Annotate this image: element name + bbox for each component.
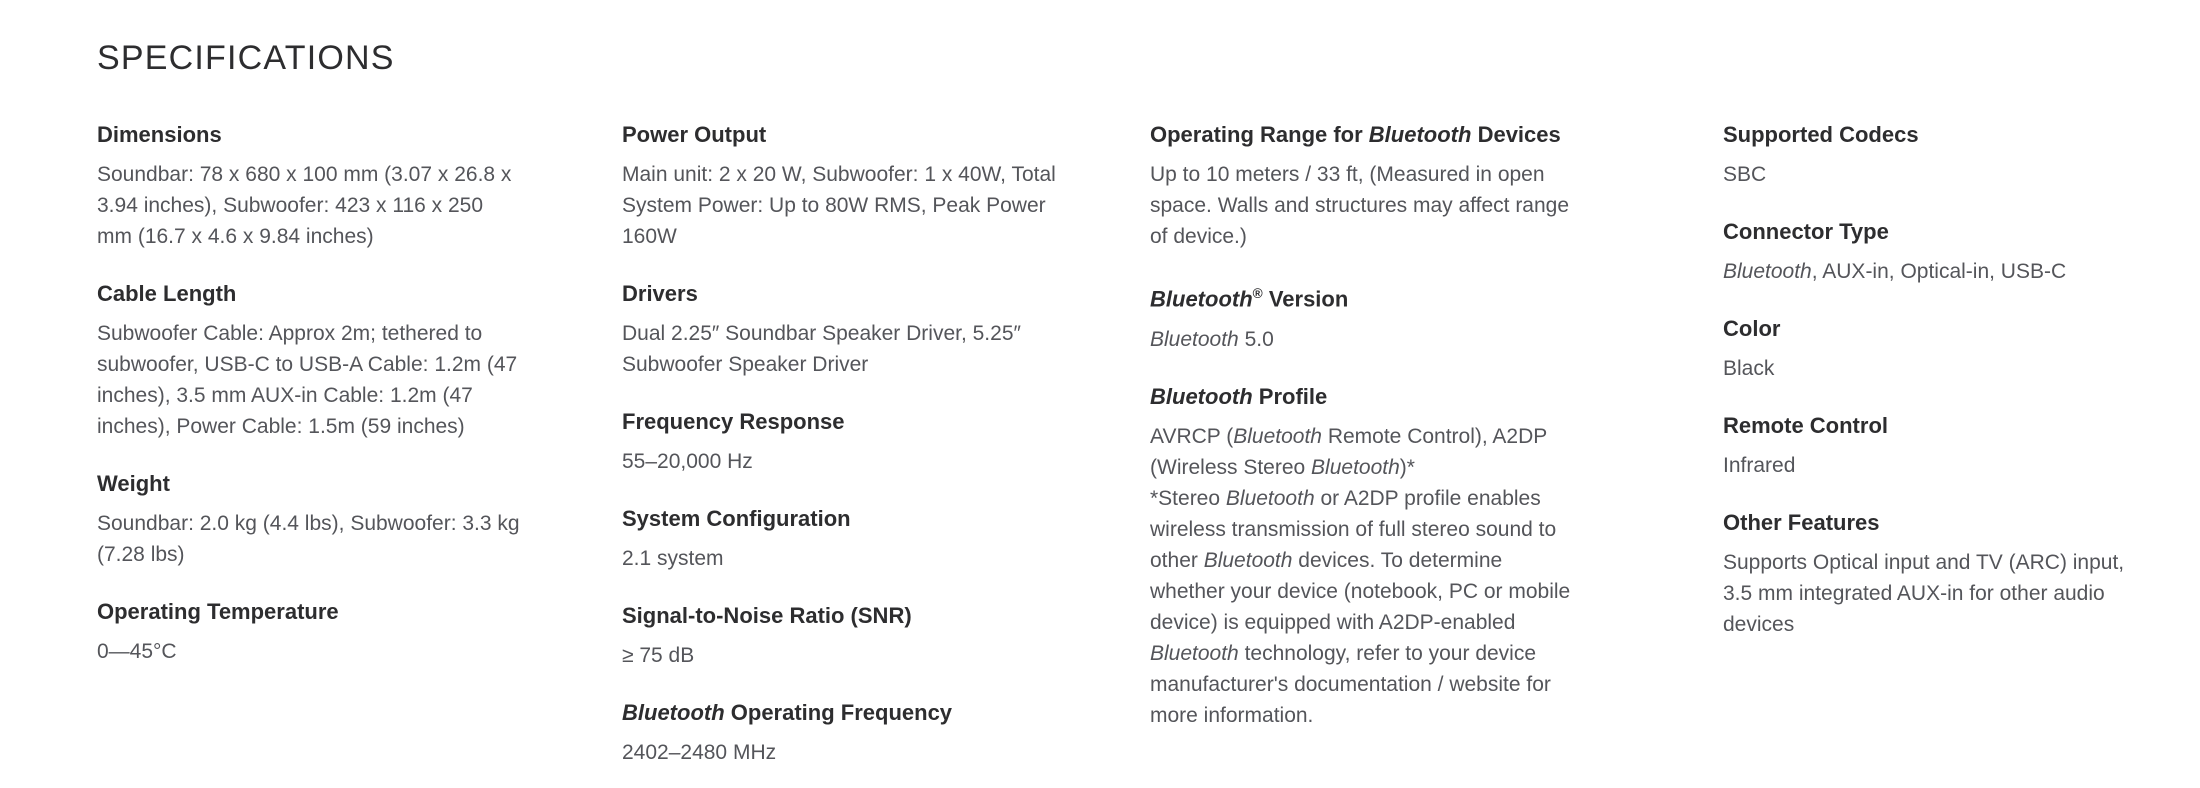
spec-value-dimensions [97, 159, 523, 252]
text-run-italic: Bluetooth [1150, 286, 1253, 312]
spec-value-system-configuration [622, 543, 1062, 574]
text-run: Black [1723, 357, 1775, 381]
spec-heading-connector-type [1723, 216, 2128, 247]
text-run: technology, refer to your device manufacturer's documentation / website for more information. [1150, 641, 1551, 727]
text-run: devices. To determine whether your device (notebook, PC or mobile device) is equipped with A2DP-enabled [1150, 548, 1571, 634]
spec-heading-other-features [1723, 507, 2128, 538]
spec-heading-power-output [622, 119, 1062, 150]
text-run: Drivers [622, 281, 698, 307]
spec-value-bluetooth-profile-p1 [1150, 421, 1580, 483]
spec-section-signal-to-noise-ratio [622, 600, 1062, 671]
text-run: Soundbar: 2.0 kg (4.4 lbs), Subwoofer: 3.3 kg (7.28 lbs) [97, 512, 520, 567]
spec-heading-bluetooth-version [1150, 278, 1580, 314]
spec-heading-bluetooth-operating-frequency [622, 697, 1062, 728]
text-run-italic: Bluetooth [1150, 327, 1239, 351]
spec-heading-remote-control [1723, 410, 2128, 441]
text-run: Weight [97, 471, 170, 497]
spec-heading-drivers [622, 278, 1062, 309]
spec-value-signal-to-noise-ratio [622, 640, 1062, 671]
spec-section-frequency-response [622, 406, 1062, 477]
spec-heading-cable-length [97, 278, 523, 309]
spec-value-drivers [622, 318, 1062, 380]
text-run: , AUX-in, Optical-in, USB-C [1811, 260, 2067, 284]
text-run: Other Features [1723, 510, 1880, 536]
spec-value-bluetooth-operating-frequency [622, 737, 1062, 768]
spec-heading-frequency-response [622, 406, 1062, 437]
page-title: SPECIFICATIONS [97, 39, 395, 77]
spec-value-connector-type [1723, 256, 2128, 287]
spec-column-4 [1723, 119, 2128, 666]
text-run: ≥ 75 dB [622, 644, 695, 668]
spec-value-frequency-response [622, 446, 1062, 477]
text-run: Color [1723, 316, 1781, 342]
text-run: Operating Range for [1150, 122, 1369, 148]
text-run: Power Output [622, 122, 767, 148]
text-run: Devices [1471, 122, 1561, 148]
text-run-italic: Bluetooth [1368, 122, 1472, 148]
spec-section-supported-codecs [1723, 119, 2128, 190]
spec-heading-bluetooth-profile [1150, 381, 1580, 412]
text-run: Frequency Response [622, 409, 845, 435]
spec-section-other-features [1723, 507, 2128, 640]
spec-value-cable-length [97, 318, 523, 442]
text-run: AVRCP ( [1150, 424, 1234, 448]
text-run: Version [1262, 286, 1349, 312]
spec-columns [97, 119, 2200, 788]
spec-value-operating-range [1150, 159, 1580, 252]
spec-column-2 [622, 119, 1062, 788]
text-run-italic: Bluetooth [622, 700, 725, 726]
text-run-italic: Bluetooth [1203, 548, 1293, 572]
text-run: Remote Control [1723, 413, 1888, 439]
spec-value-bluetooth-profile-p2 [1150, 483, 1580, 731]
spec-section-operating-temperature [97, 596, 523, 667]
spec-heading-dimensions [97, 119, 523, 150]
spec-value-supported-codecs [1723, 159, 2128, 190]
spec-value-color [1723, 353, 2128, 384]
spec-heading-color [1723, 313, 2128, 344]
text-run: System Configuration [622, 506, 851, 532]
text-run: Main unit: 2 x 20 W, Subwoofer: 1 x 40W, Total System Power: Up to 80W RMS, Peak Power 160W [622, 163, 1056, 249]
spec-section-bluetooth-operating-frequency [622, 697, 1062, 768]
spec-heading-weight [97, 468, 523, 499]
spec-section-dimensions [97, 119, 523, 252]
text-run-italic: Bluetooth [1311, 455, 1400, 479]
spec-column-3 [1150, 119, 1580, 756]
text-run-italic: Bluetooth [1225, 486, 1315, 510]
text-run: )* [1399, 455, 1415, 479]
text-run-italic: Bluetooth [1150, 383, 1253, 409]
spec-heading-system-configuration [622, 503, 1062, 534]
text-run: Up to 10 meters / 33 ft, (Measured in open space. Walls and structures may affect range of device.) [1150, 163, 1570, 249]
text-run: or A2DP profile enables wireless transmission of full stereo sound to other [1150, 486, 1557, 572]
spec-section-operating-range [1150, 119, 1580, 252]
text-run: 2402–2480 MHz [622, 741, 777, 765]
text-run: 5.0 [1238, 327, 1274, 351]
spec-section-connector-type [1723, 216, 2128, 287]
spec-value-operating-temperature [97, 636, 523, 667]
text-run: Operating Temperature [97, 599, 339, 625]
spec-heading-supported-codecs [1723, 119, 2128, 150]
spec-heading-operating-range [1150, 119, 1580, 150]
text-run: Profile [1252, 383, 1328, 409]
spec-value-weight [97, 508, 523, 570]
spec-section-power-output [622, 119, 1062, 252]
spec-section-bluetooth-profile [1150, 381, 1580, 731]
spec-section-bluetooth-version [1150, 278, 1580, 354]
text-run: *Stereo [1150, 486, 1226, 510]
spec-section-weight [97, 468, 523, 570]
text-run: Supported Codecs [1723, 122, 1919, 148]
text-run: Cable Length [97, 281, 237, 307]
text-run-italic: Bluetooth [1723, 260, 1812, 284]
spec-section-remote-control [1723, 410, 2128, 481]
spec-value-other-features [1723, 547, 2128, 640]
spec-section-drivers [622, 278, 1062, 380]
text-run: Dual 2.25″ Soundbar Speaker Driver, 5.25″ Subwoofer Speaker Driver [622, 322, 1021, 377]
text-run: Infrared [1723, 454, 1796, 478]
text-run: Operating Frequency [724, 700, 953, 726]
text-run: SBC [1723, 163, 1767, 187]
text-run: Dimensions [97, 122, 222, 148]
spec-section-cable-length [97, 278, 523, 442]
text-run-italic: Bluetooth [1233, 424, 1322, 448]
spec-section-system-configuration [622, 503, 1062, 574]
spec-value-bluetooth-version [1150, 324, 1580, 355]
text-run: Connector Type [1723, 219, 1889, 245]
spec-column-1 [97, 119, 523, 693]
spec-heading-operating-temperature [97, 596, 523, 627]
text-run: ® [1252, 286, 1263, 302]
text-run: Signal-to-Noise Ratio (SNR) [622, 603, 912, 629]
text-run: Remote Control), A2DP (Wireless Stereo [1150, 424, 1547, 479]
spec-value-power-output [622, 159, 1062, 252]
text-run-italic: Bluetooth [1150, 641, 1239, 665]
text-run: Subwoofer Cable: Approx 2m; tethered to subwoofer, USB-C to USB-A Cable: 1.2m (47 inches), 3.5 mm AUX-in Cable: 1.2m (47 inches), Power Cable: 1.5m (59 inches) [97, 322, 518, 439]
text-run: 55–20,000 Hz [622, 450, 753, 474]
spec-heading-signal-to-noise-ratio [622, 600, 1062, 631]
spec-value-remote-control [1723, 450, 2128, 481]
text-run: 2.1 system [622, 547, 724, 571]
spec-section-color [1723, 313, 2128, 384]
text-run: Supports Optical input and TV (ARC) input, 3.5 mm integrated AUX-in for other audio devices [1723, 551, 2125, 637]
text-run: 0—45°C [97, 640, 177, 664]
text-run: Soundbar: 78 x 680 x 100 mm (3.07 x 26.8 x 3.94 inches), Subwoofer: 423 x 116 x 250 mm (16.7 x 4.6 x 9.84 inches) [97, 163, 512, 249]
